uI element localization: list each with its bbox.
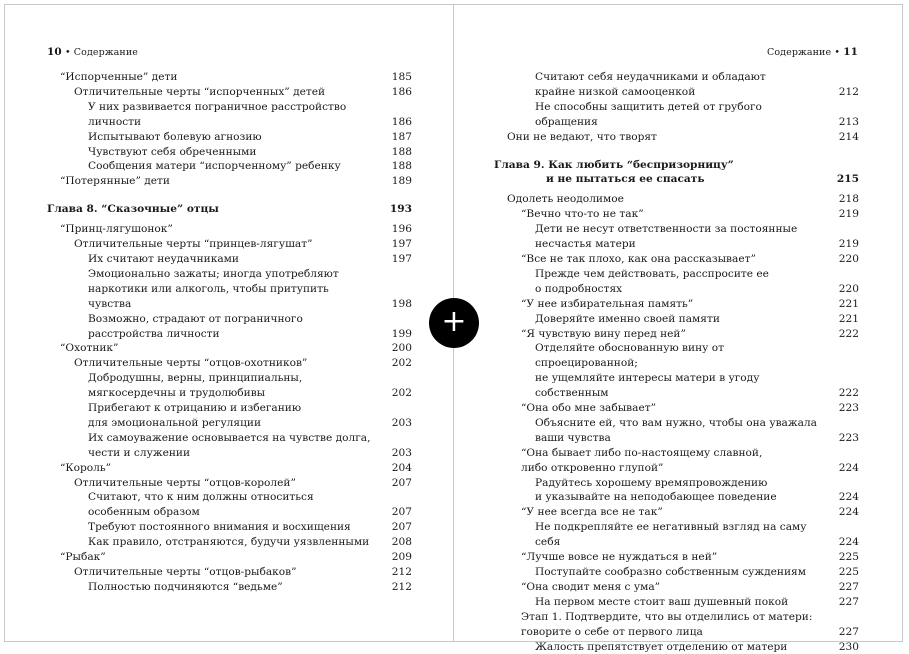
toc-entry-title-line: чести и служении [88,446,191,459]
toc-entry-title-line: и не пытаться ее спасать [546,173,705,186]
toc-page-number: 208 [391,536,412,549]
toc-page-number: 220 [838,282,859,295]
toc-entry[interactable] [494,192,859,207]
toc-entry-title-line: для эмоциональной регуляции [88,416,262,429]
toc-page-number: 222 [838,387,859,400]
toc-entry-title-line: Прежде чем действовать, расспросите ее [535,267,769,280]
toc-entry[interactable] [494,327,859,342]
toc-entry-title-line: Отличительные черты “принцев-лягушат” [74,238,313,251]
toc-entry-title-line: “Я чувствую вину перед ней” [521,327,686,340]
toc-entry[interactable] [494,610,859,640]
toc-entry[interactable] [47,356,412,371]
toc-page-number: 199 [391,327,412,340]
toc-page-number: 193 [389,203,412,216]
toc-page-number: 221 [838,312,859,325]
toc-entry[interactable] [494,222,859,252]
toc-entry-title-line: “Охотник” [60,342,119,355]
toc-page-number: 227 [838,625,859,638]
toc-page-number: 230 [838,640,859,653]
toc-entry[interactable] [47,490,412,520]
toc-entry-title-line: “Она бывает либо по-настоящему славной, [521,446,763,459]
toc-entry-title-line: “Лучше вовсе не нуждаться в ней” [521,551,718,564]
toc-entry-title-line: Считают, что к ним должны относиться [88,491,314,504]
toc-page-number: 224 [838,491,859,504]
toc-entry-title-line: Не подкрепляйте ее негативный взгляд на саму себя [535,521,807,549]
toc-entry[interactable] [47,237,412,252]
toc-entry[interactable] [494,416,859,446]
toc-entry-title-line: “У нее избирательная память” [521,297,694,310]
toc-entry[interactable] [494,476,859,506]
right-running-header [767,46,858,58]
toc-entry-title-line: о подробностях [535,282,623,295]
toc-page-number: 213 [838,115,859,128]
toc-entry-title-line: Полностью подчиняются “ведьме” [88,580,283,593]
toc-page-number: 225 [838,551,859,564]
toc-entry-title-line: Глава 8. “Сказочные” отцы [47,203,219,216]
toc-page-number: 219 [838,208,859,221]
toc-entry-title-line: Эмоционально зажаты; иногда употребляют [88,267,339,280]
toc-entry-title-line: Этап 1. Подтвердите, что вы отделились от матери: [521,610,813,623]
toc-page-number: 220 [838,252,859,265]
toc-entry-title-line: Их самоуважение основывается на чувстве долга, [88,431,371,444]
toc-page-number: 224 [838,536,859,549]
toc-entry-title-line: Они не ведают, что творят [507,130,657,143]
toc-entry-title-line: Радуйтесь хорошему времяпровождению [535,476,768,489]
toc-entry[interactable] [47,130,412,145]
toc-entry-title-line: Отделяйте обоснованную вину от спроецированной; [535,342,724,370]
toc-entry-title-line: Отличительные черты “испорченных” детей [74,85,326,98]
toc-page-number: 200 [391,342,412,355]
toc-entry[interactable] [494,640,859,654]
toc-entry[interactable] [47,222,412,237]
left-header-bullet: • [64,47,71,58]
toc-entry[interactable] [47,520,412,535]
toc-entry[interactable] [47,476,412,491]
toc-entry[interactable] [47,312,412,342]
toc-page-number: 215 [836,173,859,186]
toc-entry-title-line: Прибегают к отрицанию и избеганию [88,402,302,415]
toc-entry[interactable] [47,159,412,174]
toc-entry[interactable] [47,70,412,85]
toc-entry-title-line: расстройства личности [88,327,220,340]
toc-entry-title-line: “Она обо мне забывает” [521,402,657,415]
toc-page-number: 227 [838,595,859,608]
toc-page-number: 198 [391,297,412,310]
toc-entry[interactable] [494,550,859,565]
plus-icon: + [441,303,467,339]
toc-page-number: 207 [391,506,412,519]
toc-entry-title-line: “У нее всегда все не так” [521,506,663,519]
toc-entry-title-line: Не способны защитить детей от грубого обращения [535,100,762,128]
toc-page-number: 224 [838,506,859,519]
toc-page-number: 197 [391,252,412,265]
toc-page-number: 223 [838,431,859,444]
toc-page-number: 189 [391,175,412,188]
toc-entry-title-line: У них развивается пограничное расстройство [88,100,347,113]
toc-entry-title-line: Чувствуют себя обреченными [88,145,257,158]
toc-entry[interactable] [47,535,412,550]
toc-page-number: 203 [391,446,412,459]
toc-entry[interactable] [494,100,859,130]
toc-entry-title-line: Требуют постоянного внимания и восхищения [88,521,351,534]
toc-entry-title-line: Возможно, страдают от пограничного [88,312,303,325]
toc-page-number: 185 [391,71,412,83]
toc-chapter-heading[interactable] [494,158,859,188]
toc-page-number: 224 [838,461,859,474]
toc-entry-title-line: Поступайте сообразно собственным суждениям [535,566,806,578]
toc-entry[interactable] [494,595,859,610]
toc-entry[interactable] [47,174,412,189]
toc-entry-title-line: Жалость препятствует отделению от матери [535,640,788,653]
toc-page-number: 212 [391,566,412,578]
toc-entry-title-line: наркотики или алкоголь, чтобы притупить чувства [88,282,329,310]
right-page-number: 11 [843,46,858,58]
toc-entry[interactable] [47,401,412,431]
toc-entry-title-line: личности [88,115,142,128]
toc-entry-title-line: “Она сводит меня с ума” [521,580,661,593]
toc-entry-title-line: мягкосердечны и трудолюбивы [88,387,266,400]
toc-entry[interactable] [47,431,412,461]
toc-entry[interactable] [47,565,412,580]
toc-entry[interactable] [494,520,859,550]
toc-entry-title-line: Добродушны, верны, принципиальны, [88,372,303,385]
toc-entry-title-line: Сообщения матери “испорченному” ребенку [88,160,341,173]
toc-entry-title-line: несчастья матери [535,238,636,251]
toc-page-number: 227 [838,580,859,593]
toc-entry[interactable] [494,252,859,267]
toc-entry[interactable] [47,85,412,100]
toc-chapter-heading[interactable] [47,202,412,217]
toc-entry[interactable] [494,565,859,580]
toc-page-number: 225 [838,566,859,578]
right-header-title: Содержание [766,47,832,58]
toc-entry[interactable] [47,145,412,160]
toc-entry[interactable] [47,252,412,267]
left-page-number: 10 [47,46,62,58]
toc-entry[interactable] [494,267,859,297]
toc-page-number: 207 [391,476,412,489]
toc-entry-title-line: Одолеть неодолимое [507,193,624,206]
toc-entry-title-line: “Вечно что-то не так” [521,208,644,221]
toc-page-number: 214 [838,130,859,143]
toc-page-number: 212 [391,580,412,593]
toc-page-number: 223 [838,402,859,415]
toc-entry-title-line: и указывайте на неподобающее поведение [535,491,777,504]
toc-page-number: 196 [391,223,412,236]
toc-page-number: 188 [391,160,412,173]
toc-entry[interactable] [494,401,859,416]
toc-entry-title-line: “Все не так плохо, как она рассказывает” [521,252,756,265]
toc-entry-title-line: “Король” [60,461,112,474]
toc-page-number: 186 [391,85,412,98]
toc-entry-title-line: Считают себя неудачниками и обладают [535,71,766,83]
toc-entry-title-line: Объясните ей, что вам нужно, чтобы она уважала [535,416,817,429]
toc-entry-title-line: “Потерянные” дети [60,175,170,188]
toc-page-number: 221 [838,297,859,310]
toc-page-number: 207 [391,521,412,534]
toc-entry[interactable] [494,580,859,595]
toc-page-number: 209 [391,551,412,564]
toc-entry-title-line: Дети не несут ответственности за постоянные [535,223,798,236]
right-toc-list [494,70,859,654]
toc-entry[interactable] [47,461,412,476]
toc-entry-title-line: Как правило, отстраняются, будучи уязвленными [88,536,370,549]
left-toc-list [47,70,412,595]
toc-entry-title-line: особенным образом [88,506,200,519]
toc-entry-title-line: “Принц-лягушонок” [60,223,173,236]
toc-page-number: 187 [391,130,412,143]
toc-entry[interactable] [47,580,412,595]
toc-page-number: 202 [391,357,412,370]
zoom-in-button[interactable] [429,298,479,348]
toc-page-number: 219 [838,238,859,251]
toc-entry[interactable] [47,550,412,565]
toc-entry-title-line: не ущемляйте интересы матери в угоду собственным [535,372,760,400]
toc-entry-title-line: Их считают неудачниками [88,252,239,265]
toc-page-number: 218 [838,193,859,206]
toc-entry[interactable] [47,267,412,312]
toc-entry-title-line: “Испорченные” дети [60,71,178,83]
toc-entry[interactable] [47,371,412,401]
toc-page-number: 203 [391,416,412,429]
right-header-bullet: • [834,47,841,58]
toc-entry[interactable] [494,207,859,222]
toc-entry-title-line: “Рыбак” [60,551,106,564]
toc-page-number: 222 [838,327,859,340]
toc-entry-title-line: ваши чувства [535,431,611,444]
toc-entry-title-line: говорите о себе от первого лица [521,625,703,638]
toc-entry-title-line: Отличительные черты “отцов-рыбаков” [74,566,297,578]
toc-entry[interactable] [494,297,859,312]
toc-page-number: 197 [391,238,412,251]
toc-entry[interactable] [494,312,859,327]
toc-entry-title-line: Отличительные черты “отцов-королей” [74,476,296,489]
toc-entry-title-line: На первом месте стоит ваш душевный покой [535,595,789,608]
toc-entry[interactable] [47,341,412,356]
toc-entry-title-line: Отличительные черты “отцов-охотников” [74,357,308,370]
left-running-header [47,46,138,58]
toc-page-number: 188 [391,145,412,158]
toc-entry-title-line: Доверяйте именно своей памяти [535,312,720,325]
toc-entry[interactable] [494,446,859,476]
toc-entry-title-line: Глава 9. Как любить “беспризорницу” [494,158,734,171]
toc-page-number: 186 [391,115,412,128]
toc-page-number: 204 [391,461,412,474]
toc-entry[interactable] [494,341,859,401]
toc-entry-title-line: Испытывают болевую агнозию [88,130,262,143]
toc-page-number: 202 [391,387,412,400]
toc-entry[interactable] [47,100,412,130]
toc-entry-title-line: либо откровенно глупой” [521,461,664,474]
toc-entry-title-line: крайне низкой самооценкой [535,85,696,98]
toc-entry[interactable] [494,70,859,100]
toc-entry[interactable] [494,505,859,520]
left-header-title: Содержание [73,47,139,58]
toc-entry[interactable] [494,130,859,145]
toc-page-number: 212 [838,85,859,98]
